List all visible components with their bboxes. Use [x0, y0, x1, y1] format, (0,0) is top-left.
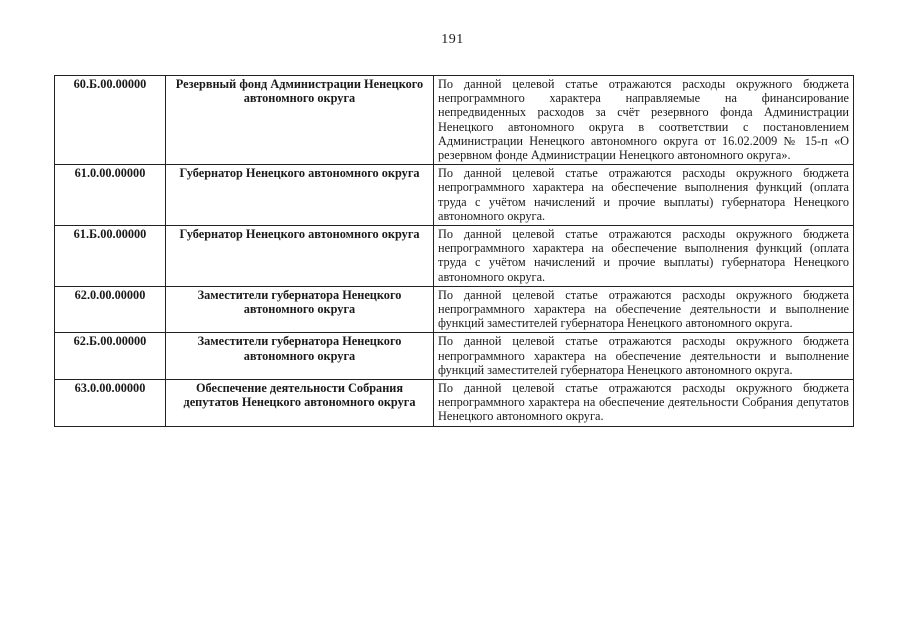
table-row	[55, 333, 854, 380]
budget-articles-table	[54, 75, 854, 427]
article-description: По данной целевой статье отражаются расходы окружного бюджета непрограммного характера на обеспечение деятельности и выполнение функций заместителей губернатора Ненецкого автономного округа.	[434, 333, 854, 380]
article-code: 61.Б.00.00000	[55, 226, 166, 287]
table-row	[55, 226, 854, 287]
article-description: По данной целевой статье отражаются расходы окружного бюджета непрограммного характера направляемые на финансирование непредвиденных расходов за счёт резервного фонда Администрации Ненецкого автономного округа в соответствии с постановлением Администрации Ненецкого автономного округа от 16.02.2009 № 15-п «О резервном фонде Администрации Ненецкого автономного округа».	[434, 76, 854, 165]
article-name: Резервный фонд Администрации Ненецкого автономного округа	[166, 76, 434, 165]
article-code: 62.Б.00.00000	[55, 333, 166, 380]
table-row	[55, 76, 854, 165]
page-number: 191	[441, 32, 464, 47]
table-row	[55, 380, 854, 427]
article-code: 62.0.00.00000	[55, 286, 166, 333]
article-name: Губернатор Ненецкого автономного округа	[166, 226, 434, 287]
article-description: По данной целевой статье отражаются расходы окружного бюджета непрограммного характера на обеспечение выполнения функций (оплата труда с учётом начислений и прочие выплаты) губернатора Ненецкого автономного округа.	[434, 226, 854, 287]
article-code: 63.0.00.00000	[55, 380, 166, 427]
article-name: Заместители губернатора Ненецкого автономного округа	[166, 333, 434, 380]
article-description: По данной целевой статье отражаются расходы окружного бюджета непрограммного характера на обеспечение выполнения функций (оплата труда с учётом начислений и прочие выплаты) губернатора Ненецкого автономного округа.	[434, 165, 854, 226]
article-name: Губернатор Ненецкого автономного округа	[166, 165, 434, 226]
article-name: Заместители губернатора Ненецкого автономного округа	[166, 286, 434, 333]
article-description: По данной целевой статье отражаются расходы окружного бюджета непрограммного характера на обеспечение деятельности Собрания депутатов Ненецкого автономного округа.	[434, 380, 854, 427]
table-row	[55, 286, 854, 333]
article-name: Обеспечение деятельности Собрания депутатов Ненецкого автономного округа	[166, 380, 434, 427]
table-row	[55, 165, 854, 226]
article-code: 60.Б.00.00000	[55, 76, 166, 165]
article-description: По данной целевой статье отражаются расходы окружного бюджета непрограммного характера на обеспечение деятельности и выполнение функций заместителей губернатора Ненецкого автономного округа.	[434, 286, 854, 333]
article-code: 61.0.00.00000	[55, 165, 166, 226]
